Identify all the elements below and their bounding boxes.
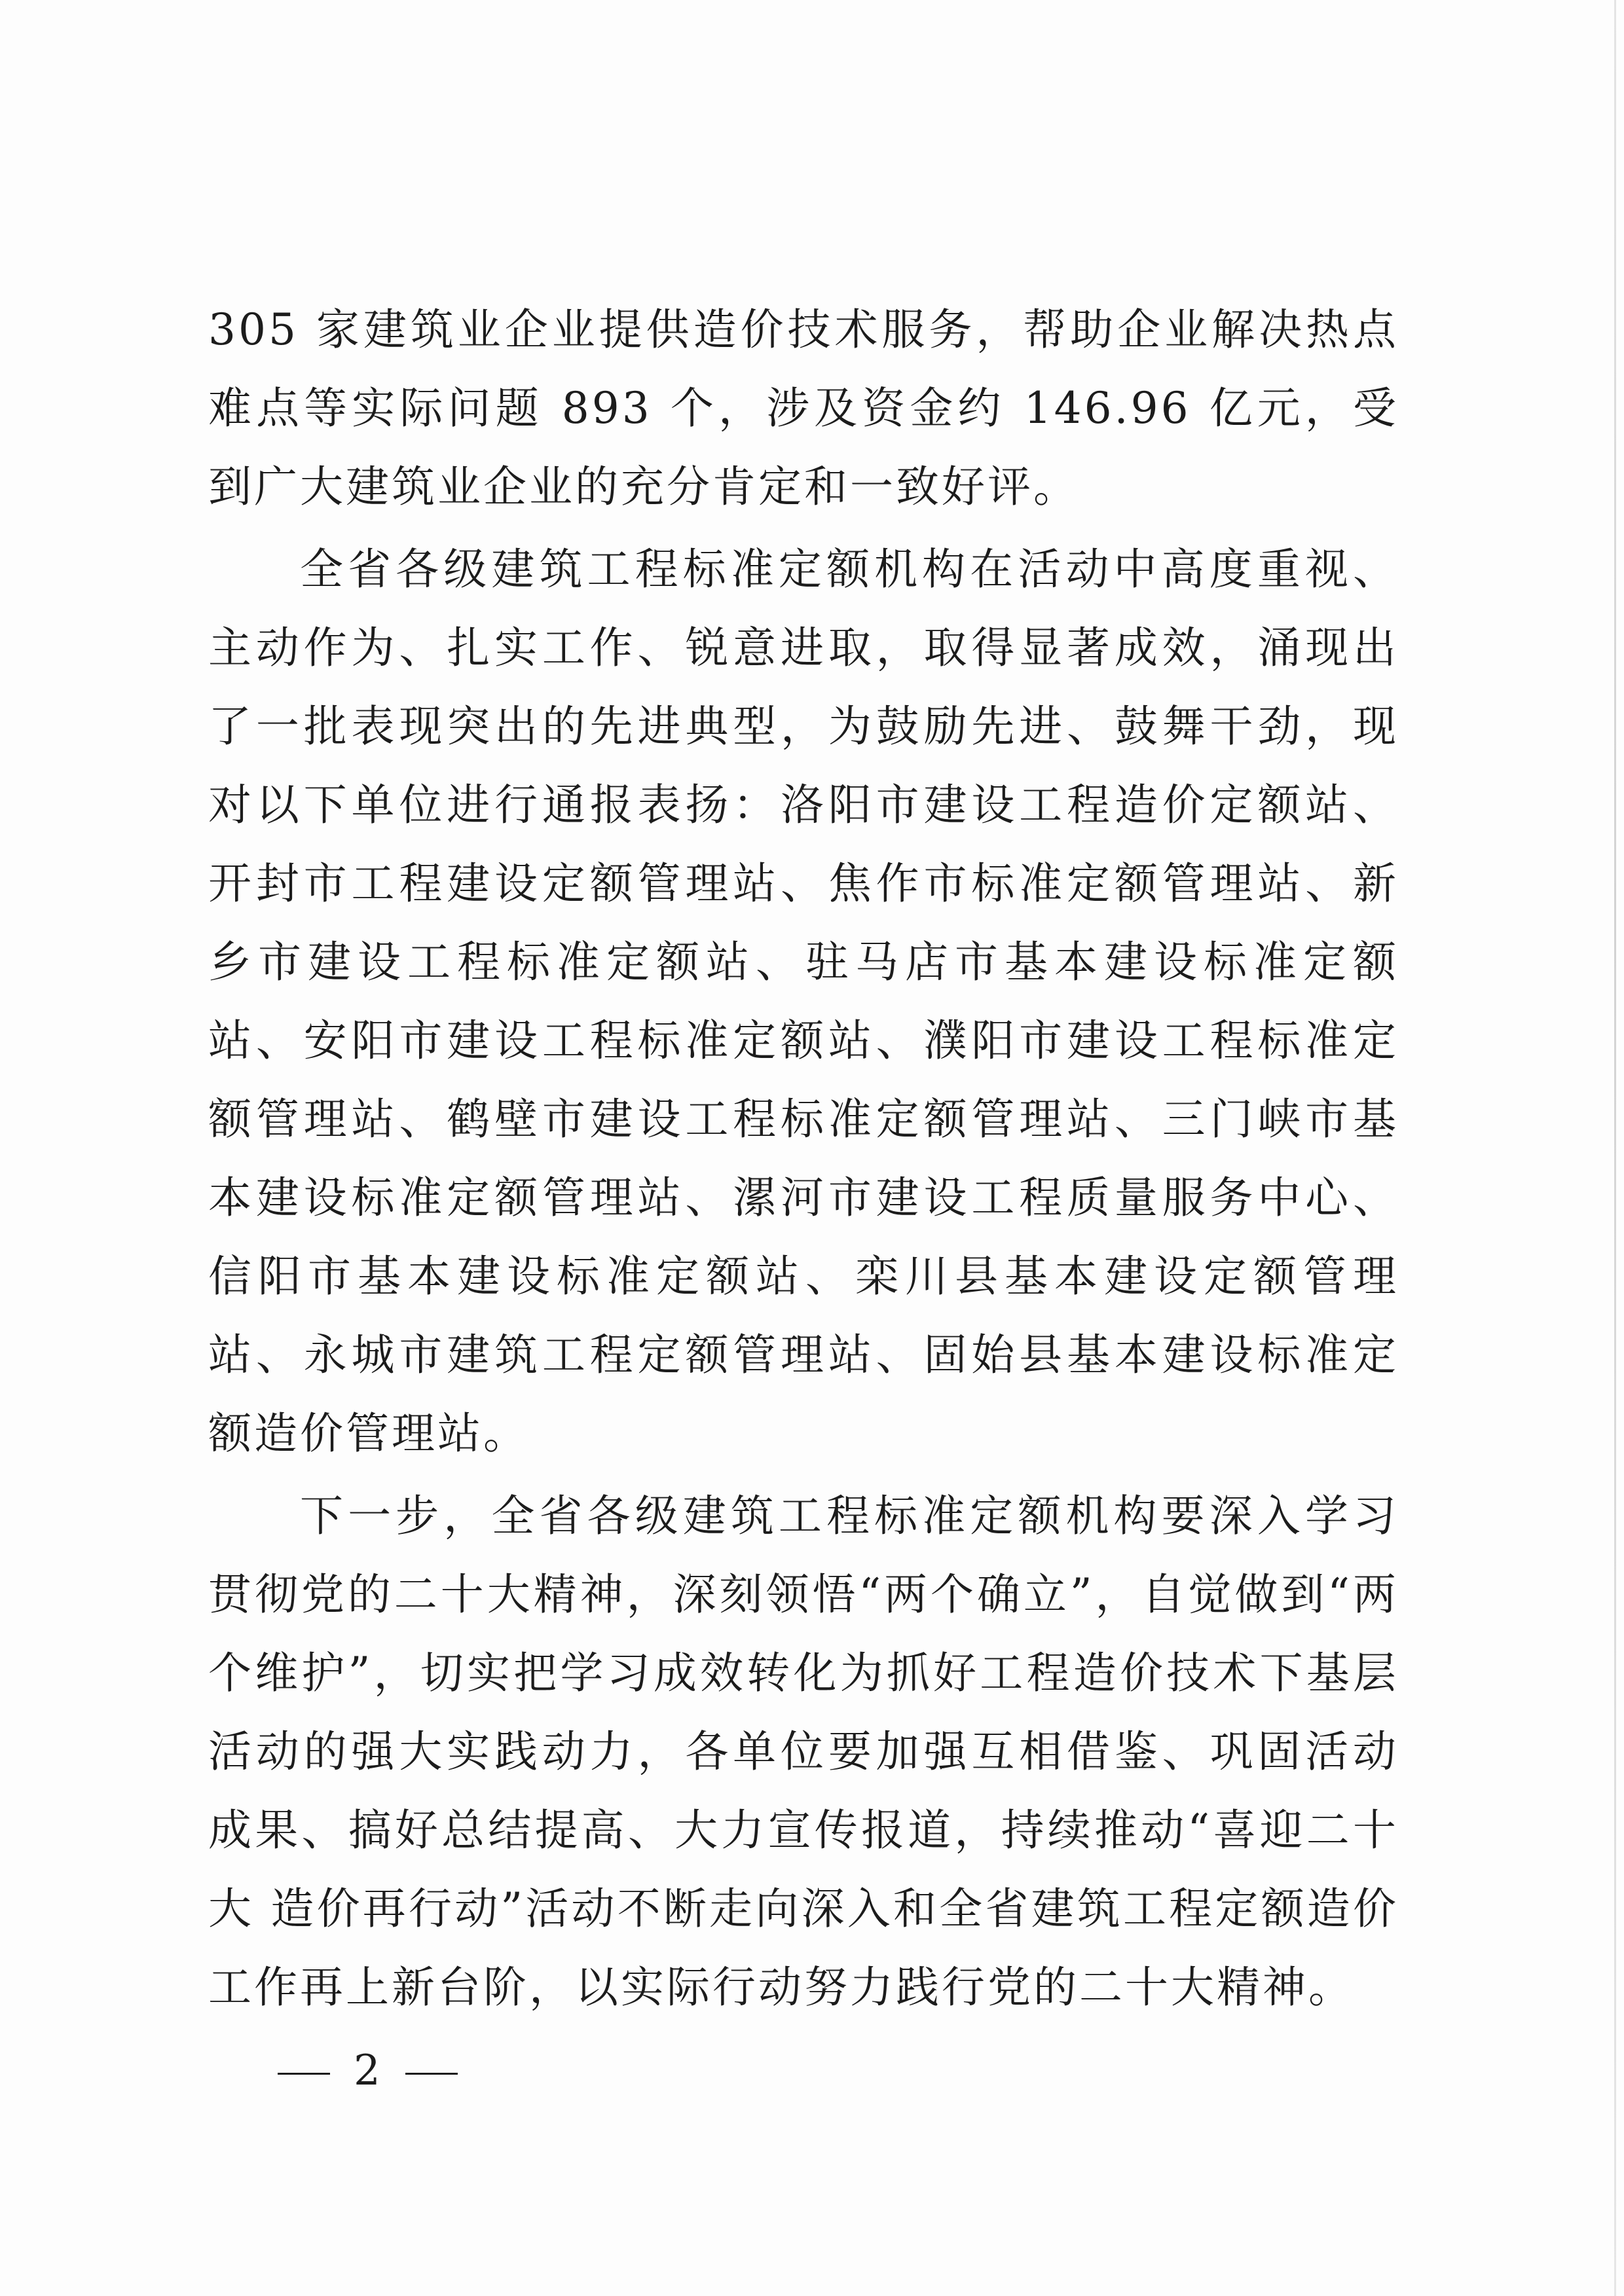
- page-number: [254, 2041, 481, 2100]
- page-number-dash-left: [278, 2073, 330, 2075]
- body-text: [208, 291, 1399, 2031]
- paragraph-1: 305 家建筑业企业提供造价技术服务，帮助企业解决热点难点等实际问题 893 个，涉及资金约 146.96 亿元，受到广大建筑业企业的充分肯定和一致好评。: [208, 304, 1399, 512]
- page-number-value: 2: [354, 2047, 382, 2095]
- paragraph-2: 全省各级建筑工程标准定额机构在活动中高度重视、主动作为、扎实工作、锐意进取，取得显著成效，涌现出了一批表现突出的先进典型，为鼓励先进、鼓舞干劲，现对以下单位进行通报表扬：洛阳市建设工程造价定额站、开封市工程建设定额管理站、焦作市标准定额管理站、新乡市建设工程标准定额站、驻马店市基本建设标准定额站、安阳市建设工程标准定额站、濮阳市建设工程标准定额管理站、鹤壁市建设工程标准定额管理站、三门峡市基本建设标准定额管理站、漯河市建设工程质量服务中心、信阳市基本建设标准定额站、栾川县基本建设定额管理站、永城市建筑工程定额管理站、固始县基本建设标准定额造价管理站。: [208, 544, 1399, 1459]
- scan-edge-shadow: [1614, 0, 1616, 2296]
- page-number-dash-right: [405, 2073, 458, 2075]
- paragraph-3: 下一步，全省各级建筑工程标准定额机构要深入学习贯彻党的二十大精神，深刻领悟“两个确立”，自觉做到“两个维护”，切实把学习成效转化为抓好工程造价技术下基层活动的强大实践动力，各单位要加强互相借鉴、巩固活动成果、搞好总结提高、大力宣传报道，持续推动“喜迎二十大 造价再行动”活动不断走向深入和全省建筑工程定额造价工作再上新台阶，以实际行动努力践行党的二十大精神。: [208, 1491, 1399, 2013]
